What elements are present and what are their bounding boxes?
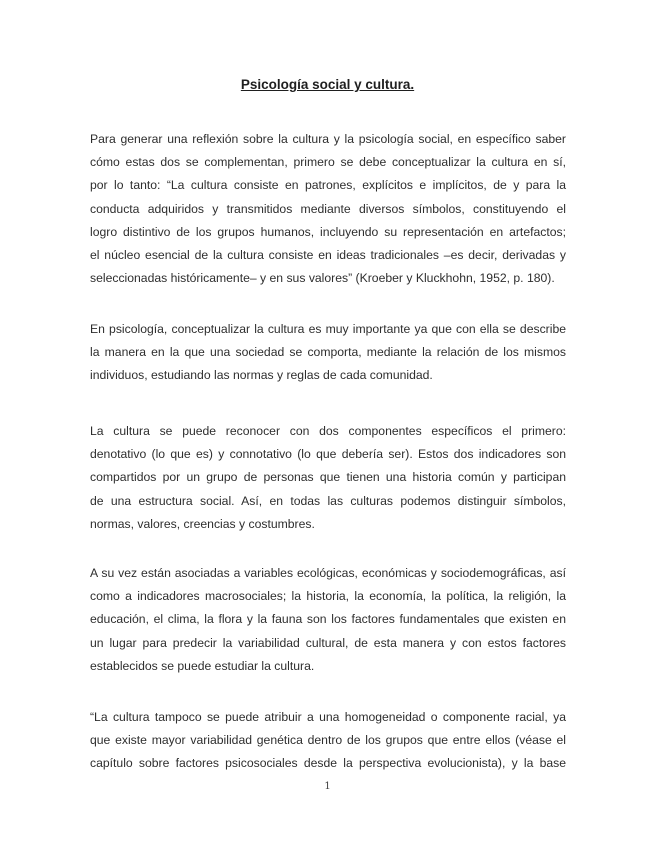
- text-line: denotativo (lo que es) y connotativo (lo que debería ser). Estos dos indicadores son: [90, 447, 566, 462]
- text-line: por lo tanto: “La cultura consiste en patrones, explícitos e implícitos, de y para la: [90, 178, 566, 193]
- paragraph-3: [90, 420, 566, 536]
- text-line: educación, el clima, la flora y la fauna son los factores fundamentales que existen en: [90, 612, 566, 627]
- text-line: cómo estas dos se complementan, primero se debe conceptualizar la cultura en sí,: [90, 155, 566, 170]
- paragraph-1: [90, 128, 566, 290]
- text-line: la manera en la que una sociedad se comporta, mediante la relación de los mismos: [90, 345, 566, 360]
- paragraph-4: [90, 562, 566, 678]
- text-line: conducta adquiridos y transmitidos mediante diversos símbolos, constituyendo el: [90, 201, 566, 216]
- paragraph-2: [90, 318, 566, 388]
- text-line: seleccionadas históricamente– y en sus valores” (Kroeber y Kluckhohn, 1952, p. 180).: [90, 271, 555, 286]
- text-line: individuos, estudiando las normas y reglas de cada comunidad.: [90, 368, 433, 383]
- text-line: de una estructura social. Así, en todas las culturas podemos distinguir símbolos,: [90, 493, 566, 508]
- text-line: como a indicadores macrosociales; la historia, la economía, la política, la religión, la: [90, 589, 566, 604]
- text-line: Para generar una reflexión sobre la cultura y la psicología social, en específico saber: [90, 132, 566, 146]
- text-line: A su vez están asociadas a variables ecológicas, económicas y sociodemográficas, así: [90, 566, 566, 580]
- page-number: 1: [324, 781, 331, 792]
- page-title: Psicología social y cultura.: [240, 77, 415, 92]
- paragraph-5: [90, 706, 566, 776]
- text-line: normas, valores, creencias y costumbres.: [90, 516, 315, 531]
- text-line: “La cultura tampoco se puede atribuir a una homogeneidad o componente racial, ya: [90, 710, 566, 724]
- text-line: establecidos se puede estudiar la cultura.: [90, 658, 315, 673]
- text-line: En psicología, conceptualizar la cultura es muy importante ya que con ella se describe: [90, 322, 566, 336]
- text-line: capítulo sobre factores psicosociales desde la perspectiva evolucionista), y la base: [90, 756, 566, 771]
- text-line: logro distintivo de los grupos humanos, incluyendo su representación en artefactos;: [90, 224, 566, 239]
- text-line: compartidos por un grupo de personas que tienen una historia común y participan: [90, 470, 566, 485]
- text-line: La cultura se puede reconocer con dos componentes específicos el primero:: [90, 424, 566, 438]
- text-line: el núcleo esencial de la cultura consiste en ideas tradicionales –es decir, derivadas y: [90, 247, 566, 262]
- text-line: un lugar para predecir la variabilidad cultural, de esta manera y con estos factores: [90, 635, 566, 650]
- text-line: que existe mayor variabilidad genética dentro de los grupos que entre ellos (véase el: [90, 733, 566, 748]
